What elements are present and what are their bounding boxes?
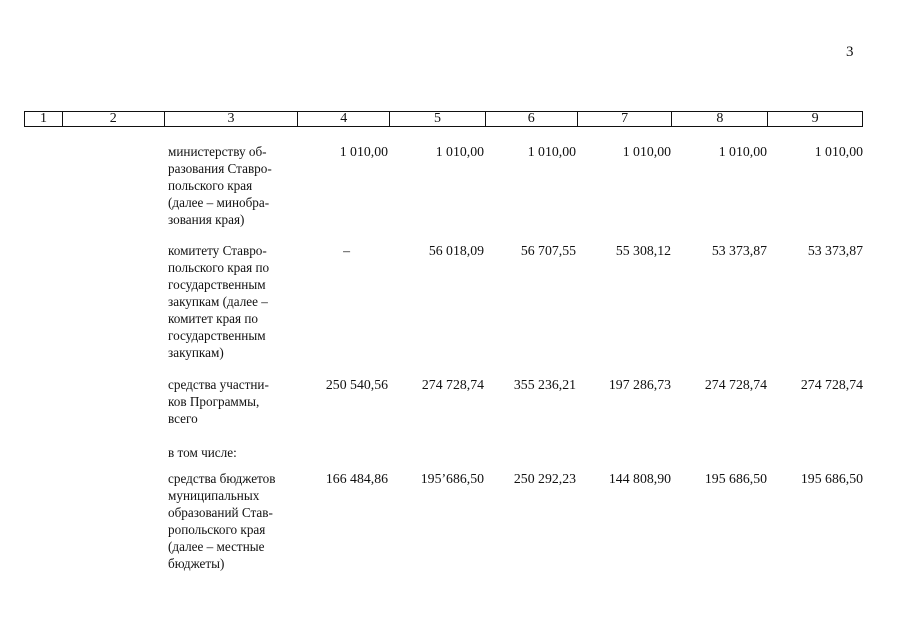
header-cell-2: 2 [63,112,165,126]
value-col-5: 56 018,09 [428,243,484,258]
row-description: комитету Ставро- польского края по государственным закупкам (далее – комитет края по государственным закупкам) [168,243,270,360]
table-header-row [24,111,863,127]
row-description: министерству об- разования Ставро- польского края (далее – минобра- зования края) [168,144,272,227]
value-col-4: 1 010,00 [339,144,388,159]
value-col-9: 53 373,87 [807,243,863,258]
value-col-7: 197 286,73 [608,377,671,392]
value-col-5: 1 010,00 [435,144,484,159]
value-col-7: 1 010,00 [622,144,671,159]
value-col-4: 250 540,56 [325,377,388,392]
header-cell-1: 1 [25,112,63,126]
page-number: 3 [846,44,854,60]
header-cell-5: 5 [390,112,486,126]
subheading: в том числе: [168,445,237,460]
value-col-8: 53 373,87 [711,243,767,258]
header-cell-4: 4 [298,112,390,126]
header-cell-6: 6 [486,112,578,126]
value-col-8: 1 010,00 [718,144,767,159]
value-col-9: 195 686,50 [800,471,863,486]
value-col-8: 195 686,50 [704,471,767,486]
value-col-6: 250 292,23 [513,471,576,486]
value-col-6: 1 010,00 [527,144,576,159]
header-cell-8: 8 [672,112,768,126]
value-col-7: 144 808,90 [608,471,671,486]
value-col-4: 166 484,86 [325,471,388,486]
value-col-5: 274 728,74 [421,377,484,392]
header-cell-7: 7 [578,112,673,126]
value-col-6: 56 707,55 [520,243,576,258]
row-description: средства бюджетов муниципальных образований Став- ропольского края (далее – местные бюджеты) [168,471,276,571]
value-col-8: 274 728,74 [704,377,767,392]
value-col-9: 1 010,00 [814,144,863,159]
value-col-4: – [343,243,350,258]
value-col-7: 55 308,12 [615,243,671,258]
value-col-5: 195ʼ686,50 [420,471,484,486]
row-description: средства участни- ков Программы, всего [168,377,269,426]
value-col-6: 355 236,21 [513,377,576,392]
header-cell-3: 3 [165,112,299,126]
header-cell-9: 9 [811,111,819,126]
value-col-9: 274 728,74 [800,377,863,392]
